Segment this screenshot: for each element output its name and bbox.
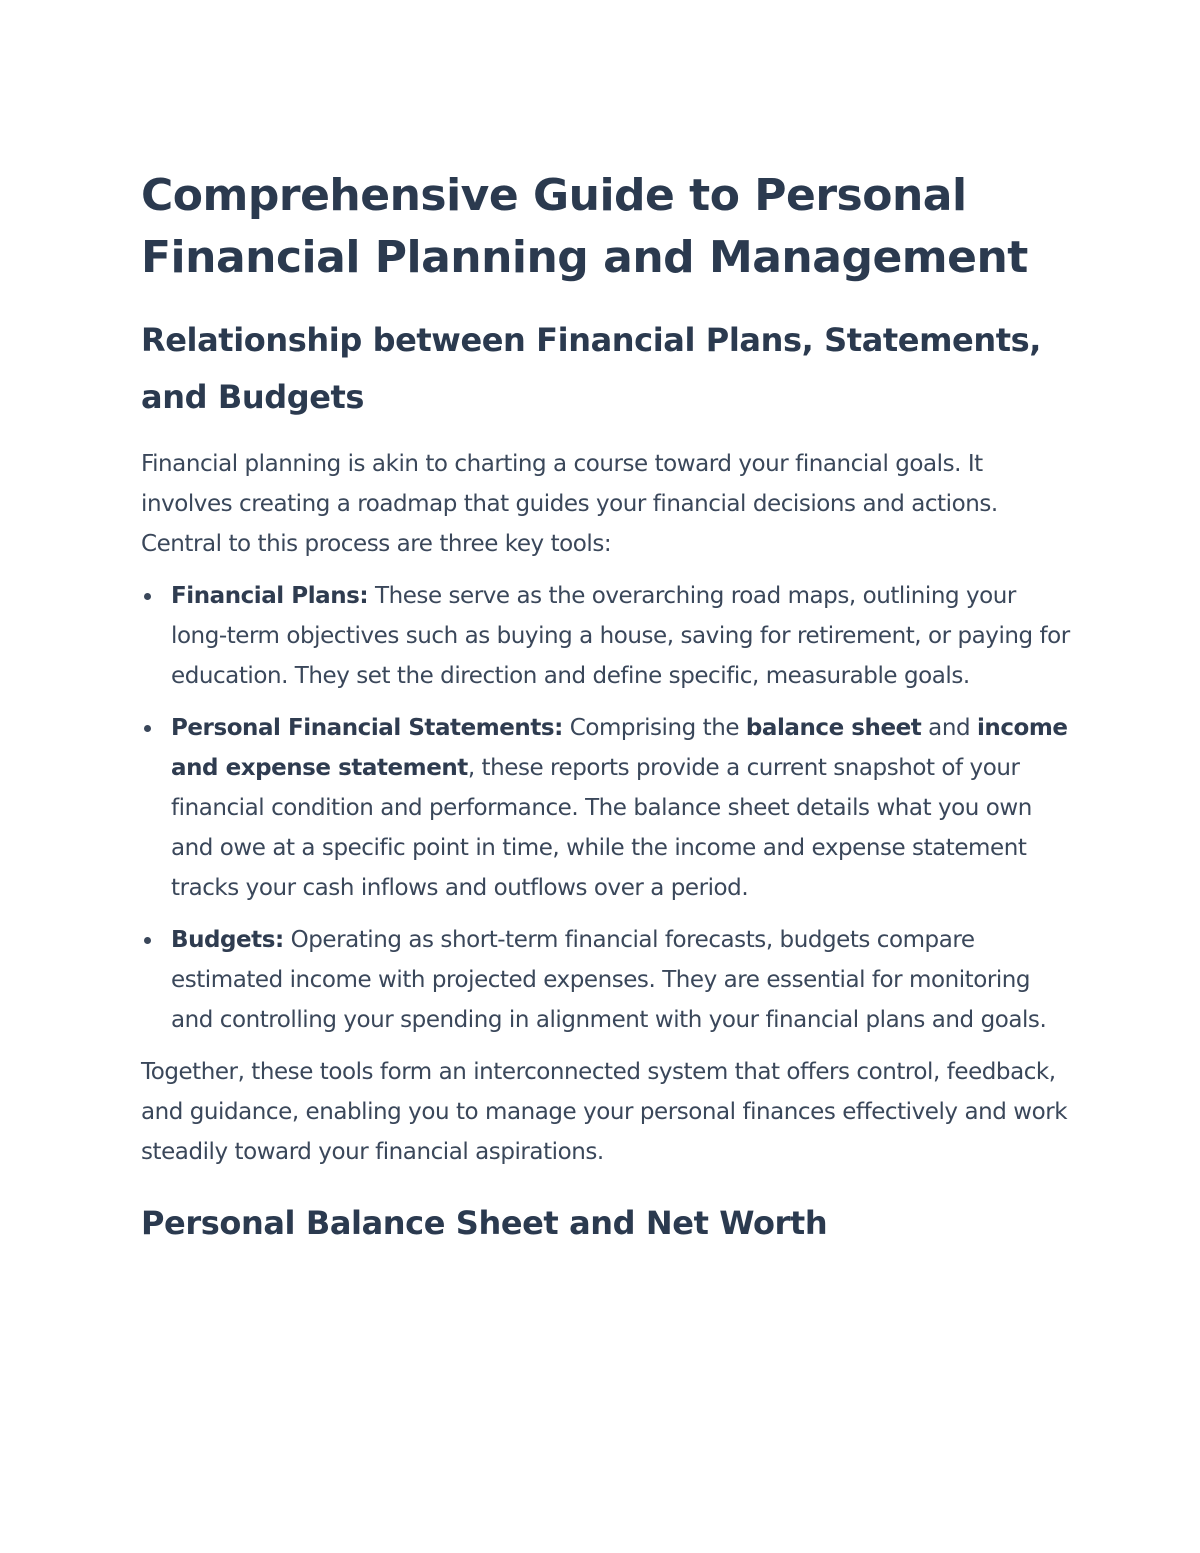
term-financial-plans: Financial Plans:	[171, 583, 369, 609]
term-budgets: Budgets:	[171, 927, 284, 953]
bullet-icon	[144, 593, 151, 600]
document-title: Comprehensive Guide to Personal Financial Planning and Management	[141, 170, 1028, 283]
list-item-financial-plans	[141, 576, 1071, 696]
term-financial-statements: Personal Financial Statements:	[171, 715, 563, 741]
list-item-financial-statements	[141, 708, 1071, 908]
term-income-expense-statement: income and expense statement	[171, 715, 1068, 781]
desc-budgets: Operating as short-term financial forecasts, budgets compare estimated income with projected expenses. They are essential for monitoring and controlling your spending in alignment with your financial plans and goals.	[171, 927, 1047, 1033]
bullet-icon	[144, 937, 151, 944]
desc-financial-plans: These serve as the overarching road maps, outlining your long-term objectives such as buying a house, saving for retirement, or paying for education. They set the direction and define specific, measurable goals.	[171, 583, 1070, 689]
desc-statements-part-1: Comprising the	[562, 715, 746, 741]
list-item-budgets	[141, 920, 1071, 1040]
desc-statements-part-2: and	[921, 715, 977, 741]
document-page	[141, 165, 1071, 1249]
bullet-icon	[144, 725, 151, 732]
tools-list	[141, 576, 1071, 1040]
intro-paragraph: Financial planning is akin to charting a course toward your financial goals. It involves creating a roadmap that guides your financial decisions and actions. Central to this process are three key tools:	[141, 451, 998, 557]
section-heading-relationship: Relationship between Financial Plans, Statements, and Budgets	[141, 321, 1042, 416]
conclusion-paragraph: Together, these tools form an interconnected system that offers control, feedback, and guidance, enabling you to manage your personal finances effectively and work steadily toward your financial aspirations.	[141, 1059, 1068, 1165]
section-heading-balance-sheet: Personal Balance Sheet and Net Worth	[141, 1204, 828, 1242]
desc-statements-part-3: , these reports provide a current snapshot of your financial condition and performance. The balance sheet details what you own and owe at a specific point in time, while the income and expense statement tracks your cash inflows and outflows over a period.	[171, 755, 1032, 901]
term-balance-sheet: balance sheet	[745, 715, 922, 741]
